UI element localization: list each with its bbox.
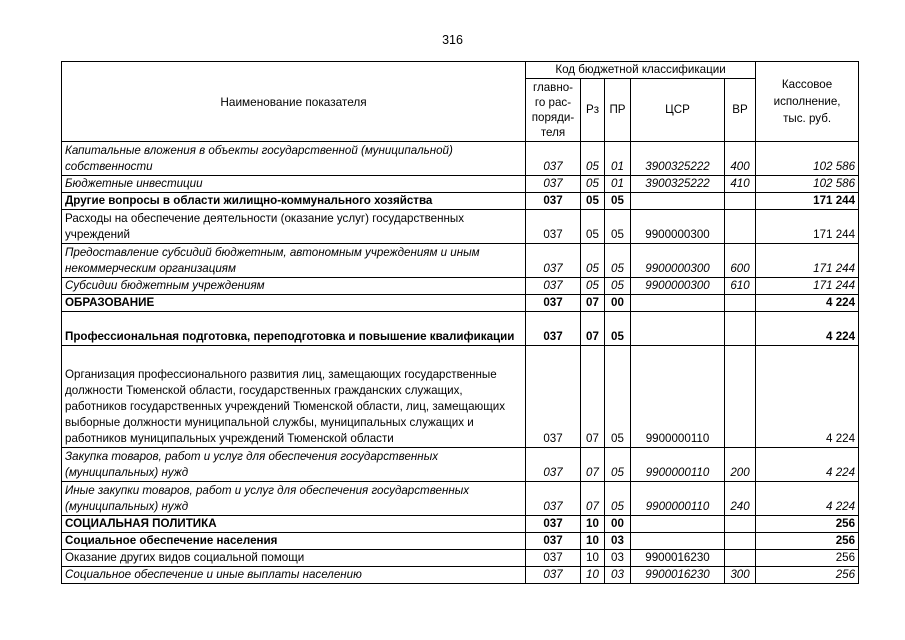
cell-vr: 200 <box>725 448 756 482</box>
cell-glavny: 037 <box>526 278 581 295</box>
cell-rz: 07 <box>581 482 605 516</box>
header-classification-group: Код бюджетной классификации <box>526 62 756 79</box>
cell-amount: 171 244 <box>756 278 859 295</box>
cell-csr: 9900000300 <box>631 210 725 244</box>
cell-csr: 9900000110 <box>631 448 725 482</box>
cell-vr: 610 <box>725 278 756 295</box>
cell-pr: 05 <box>605 210 631 244</box>
cell-vr <box>725 533 756 550</box>
cell-name: Расходы на обеспечение деятельности (оказание услуг) государственных учреждений <box>62 210 526 244</box>
cell-name: Оказание других видов социальной помощи <box>62 550 526 567</box>
cell-pr: 05 <box>605 244 631 278</box>
cell-pr: 00 <box>605 516 631 533</box>
table-row <box>62 295 859 312</box>
cell-rz: 07 <box>581 295 605 312</box>
cell-glavny: 037 <box>526 176 581 193</box>
table-row <box>62 533 859 550</box>
table-row <box>62 176 859 193</box>
header-pr: ПР <box>605 79 631 142</box>
cell-vr: 600 <box>725 244 756 278</box>
header-rz: Рз <box>581 79 605 142</box>
cell-rz: 05 <box>581 278 605 295</box>
cell-amount: 102 586 <box>756 142 859 176</box>
cell-pr: 03 <box>605 550 631 567</box>
page-number: 316 <box>442 33 463 47</box>
table-row <box>62 516 859 533</box>
cell-pr: 05 <box>605 193 631 210</box>
cell-name: Профессиональная подготовка, переподготовка и повышение квалификации <box>62 312 526 346</box>
cell-glavny: 037 <box>526 346 581 448</box>
cell-pr: 05 <box>605 278 631 295</box>
cell-amount: 4 224 <box>756 295 859 312</box>
cell-glavny: 037 <box>526 448 581 482</box>
cell-rz: 05 <box>581 210 605 244</box>
cell-csr: 9900000300 <box>631 278 725 295</box>
table-body <box>62 142 859 584</box>
cell-rz: 10 <box>581 550 605 567</box>
cell-rz: 10 <box>581 533 605 550</box>
table-row <box>62 312 859 346</box>
cell-glavny: 037 <box>526 567 581 584</box>
header-glavny-label: главно-го рас-поряди-теля <box>531 81 575 139</box>
cell-rz: 10 <box>581 516 605 533</box>
cell-rz: 07 <box>581 312 605 346</box>
cell-rz: 10 <box>581 567 605 584</box>
cell-amount: 102 586 <box>756 176 859 193</box>
header-name: Наименование показателя <box>62 62 526 142</box>
cell-vr <box>725 193 756 210</box>
header-glavny <box>526 79 581 142</box>
table-row <box>62 210 859 244</box>
cell-csr: 9900000300 <box>631 244 725 278</box>
cell-name: Закупка товаров, работ и услуг для обеспечения государственных (муниципальных) нужд <box>62 448 526 482</box>
cell-vr <box>725 210 756 244</box>
cell-vr <box>725 295 756 312</box>
cell-name: Капитальные вложения в объекты государственной (муниципальной) собственности <box>62 142 526 176</box>
cell-name: Организация профессионального развития лиц, замещающих государственные должности Тюменской области, государственных гражданских служащих, работников государственных учреждений Тюменской области, лиц, замещающих выборные должности муниципальной службы, муниципальных служащих и работников муниципальных учреждений Тюменской области <box>62 346 526 448</box>
cell-amount: 4 224 <box>756 312 859 346</box>
cell-pr: 00 <box>605 295 631 312</box>
cell-pr: 01 <box>605 176 631 193</box>
cell-name: Социальное обеспечение населения <box>62 533 526 550</box>
cell-name: Иные закупки товаров, работ и услуг для обеспечения государственных (муниципальных) нужд <box>62 482 526 516</box>
cell-glavny: 037 <box>526 244 581 278</box>
cell-csr: 3900325222 <box>631 142 725 176</box>
cell-glavny: 037 <box>526 142 581 176</box>
cell-rz: 07 <box>581 448 605 482</box>
cell-glavny: 037 <box>526 295 581 312</box>
cell-csr: 9900016230 <box>631 567 725 584</box>
cell-amount: 4 224 <box>756 448 859 482</box>
cell-vr: 300 <box>725 567 756 584</box>
table-row <box>62 550 859 567</box>
cell-csr: 9900000110 <box>631 346 725 448</box>
cell-amount: 256 <box>756 550 859 567</box>
cell-glavny: 037 <box>526 516 581 533</box>
table-row <box>62 193 859 210</box>
cell-rz: 05 <box>581 142 605 176</box>
cell-glavny: 037 <box>526 210 581 244</box>
cell-name: СОЦИАЛЬНАЯ ПОЛИТИКА <box>62 516 526 533</box>
cell-pr: 03 <box>605 567 631 584</box>
cell-vr <box>725 346 756 448</box>
cell-vr: 400 <box>725 142 756 176</box>
cell-pr: 05 <box>605 448 631 482</box>
table-header <box>62 62 859 142</box>
cell-amount: 4 224 <box>756 346 859 448</box>
table-row <box>62 244 859 278</box>
cell-rz: 05 <box>581 193 605 210</box>
cell-csr <box>631 516 725 533</box>
cell-name: Предоставление субсидий бюджетным, автономным учреждениям и иным некоммерческим организациям <box>62 244 526 278</box>
cell-csr <box>631 193 725 210</box>
cell-amount: 256 <box>756 533 859 550</box>
cell-rz: 07 <box>581 346 605 448</box>
cell-pr: 03 <box>605 533 631 550</box>
cell-pr: 05 <box>605 346 631 448</box>
cell-csr <box>631 312 725 346</box>
cell-name: ОБРАЗОВАНИЕ <box>62 295 526 312</box>
cell-pr: 05 <box>605 482 631 516</box>
cell-vr: 410 <box>725 176 756 193</box>
cell-csr: 3900325222 <box>631 176 725 193</box>
cell-pr: 01 <box>605 142 631 176</box>
cell-vr <box>725 516 756 533</box>
cell-amount: 171 244 <box>756 193 859 210</box>
table-row <box>62 567 859 584</box>
table-row <box>62 346 859 448</box>
cell-name: Другие вопросы в области жилищно-коммунального хозяйства <box>62 193 526 210</box>
cell-name: Субсидии бюджетным учреждениям <box>62 278 526 295</box>
table-row <box>62 142 859 176</box>
cell-csr: 9900000110 <box>631 482 725 516</box>
table-row <box>62 482 859 516</box>
header-vr: ВР <box>725 79 756 142</box>
header-amount-label: Кассовое исполнение, тыс. руб. <box>773 78 841 125</box>
cell-csr <box>631 295 725 312</box>
cell-glavny: 037 <box>526 312 581 346</box>
cell-amount: 256 <box>756 567 859 584</box>
cell-vr <box>725 312 756 346</box>
cell-glavny: 037 <box>526 193 581 210</box>
cell-csr: 9900016230 <box>631 550 725 567</box>
cell-glavny: 037 <box>526 550 581 567</box>
cell-amount: 171 244 <box>756 244 859 278</box>
cell-vr <box>725 550 756 567</box>
cell-vr: 240 <box>725 482 756 516</box>
cell-rz: 05 <box>581 176 605 193</box>
table-row <box>62 278 859 295</box>
cell-rz: 05 <box>581 244 605 278</box>
header-csr: ЦСР <box>631 79 725 142</box>
cell-csr <box>631 533 725 550</box>
budget-table <box>61 61 859 584</box>
cell-name: Социальное обеспечение и иные выплаты населению <box>62 567 526 584</box>
header-amount <box>756 62 859 142</box>
cell-glavny: 037 <box>526 533 581 550</box>
table-row <box>62 448 859 482</box>
cell-pr: 05 <box>605 312 631 346</box>
cell-glavny: 037 <box>526 482 581 516</box>
cell-amount: 4 224 <box>756 482 859 516</box>
cell-amount: 171 244 <box>756 210 859 244</box>
cell-name: Бюджетные инвестиции <box>62 176 526 193</box>
cell-amount: 256 <box>756 516 859 533</box>
